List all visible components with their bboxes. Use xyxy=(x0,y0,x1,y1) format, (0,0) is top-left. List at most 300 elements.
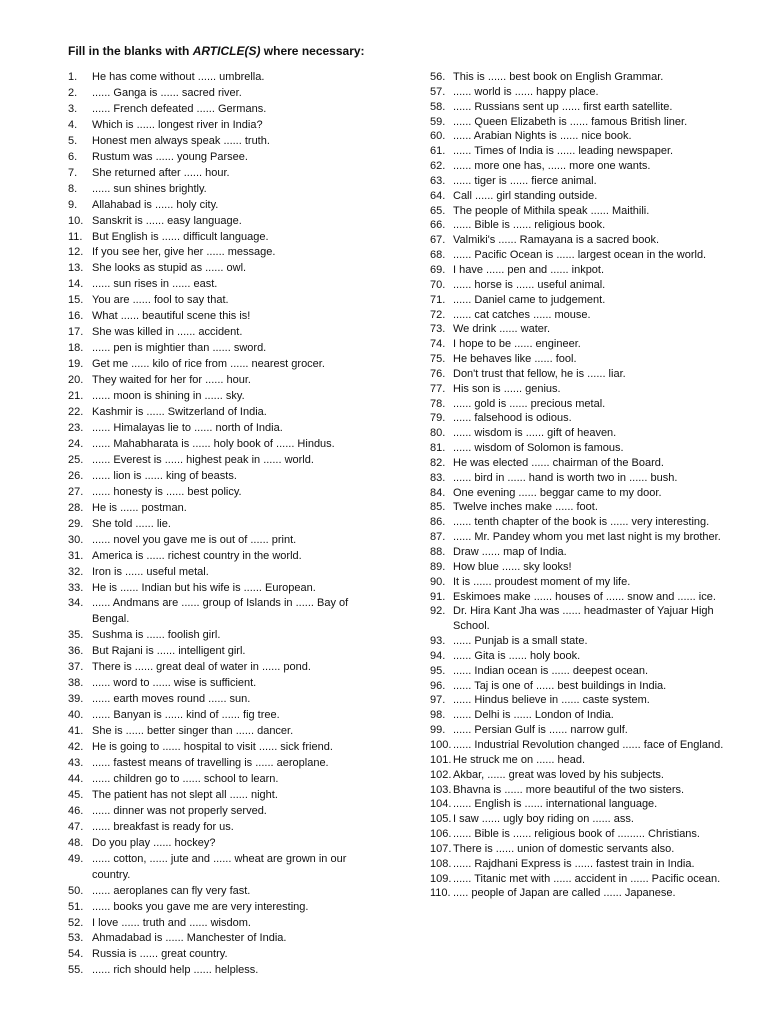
question-number: 20. xyxy=(68,374,84,387)
question-item xyxy=(430,812,730,827)
question-number: 65. xyxy=(430,204,446,217)
question-item xyxy=(68,70,378,86)
question-number: 78. xyxy=(430,397,446,410)
question-text: How blue ...... sky looks! xyxy=(453,560,572,573)
question-number: 57. xyxy=(430,85,446,98)
question-item xyxy=(430,85,730,100)
question-number: 99. xyxy=(430,724,446,737)
question-item xyxy=(430,500,730,515)
question-number: 4. xyxy=(68,118,78,131)
question-number: 48. xyxy=(68,836,84,849)
question-number: 28. xyxy=(68,501,84,514)
question-number: 45. xyxy=(68,788,84,801)
question-number: 3. xyxy=(68,102,78,115)
heading-prefix: Fill in the blanks with xyxy=(68,44,193,58)
question-item xyxy=(68,150,378,166)
question-text: ...... Gita is ...... holy book. xyxy=(453,649,581,662)
question-text: ...... Arabian Nights is ...... nice book. xyxy=(453,130,632,143)
question-text: ...... world is ...... happy place. xyxy=(453,85,599,98)
question-text: Valmiki's ...... Ramayana is a sacred book. xyxy=(453,234,660,247)
question-text: Draw ...... map of India. xyxy=(453,546,567,558)
question-number: 61. xyxy=(430,145,446,158)
question-text: Don't trust that fellow, he is ...... liar. xyxy=(453,367,626,380)
question-number: 95. xyxy=(430,664,446,677)
question-text: ...... dinner was not properly served. xyxy=(92,804,267,817)
question-item xyxy=(430,857,730,872)
question-number: 73. xyxy=(430,323,446,336)
question-text: She returned after ...... hour. xyxy=(92,166,230,179)
question-number: 31. xyxy=(68,549,84,562)
question-item xyxy=(68,660,378,676)
question-number: 47. xyxy=(68,820,84,833)
question-number: 72. xyxy=(430,308,446,321)
question-number: 71. xyxy=(430,293,446,306)
question-item xyxy=(430,204,730,219)
question-item xyxy=(430,426,730,441)
question-text: Honest men always speak ...... truth. xyxy=(92,134,270,147)
question-item xyxy=(430,248,730,263)
question-text: ...... Mr. Pandey whom you met last night is my brother. xyxy=(453,531,721,544)
question-number: 85. xyxy=(430,501,446,514)
question-number: 37. xyxy=(68,661,84,674)
question-text: ...... Pacific Ocean is ...... largest ocean in the world. xyxy=(453,249,707,262)
question-number: 10. xyxy=(68,214,84,227)
question-item xyxy=(68,389,378,405)
question-text: ...... word to ...... wise is sufficient. xyxy=(92,677,257,690)
question-text: ...... children go to ...... school to learn. xyxy=(92,772,279,785)
question-item xyxy=(68,533,378,549)
question-text: ...... Delhi is ...... London of India. xyxy=(453,709,614,722)
question-number: 69. xyxy=(430,263,446,276)
question-number: 86. xyxy=(430,516,446,529)
question-number: 33. xyxy=(68,581,84,594)
question-text: ...... aeroplanes can fly very fast. xyxy=(92,884,251,897)
question-item xyxy=(68,485,378,501)
question-text: ...... falsehood is odious. xyxy=(453,412,572,425)
question-text: Rustum was ...... young Parsee. xyxy=(92,150,248,163)
question-item xyxy=(430,159,730,174)
question-number: 66. xyxy=(430,219,446,232)
question-text: ...... Taj is one of ...... best buildings in India. xyxy=(453,679,667,692)
question-text: Sanskrit is ...... easy language. xyxy=(92,214,242,227)
question-number: 81. xyxy=(430,442,446,455)
question-item xyxy=(68,724,378,740)
question-number: 21. xyxy=(68,390,84,403)
question-number: 6. xyxy=(68,150,78,163)
question-item xyxy=(68,931,378,947)
question-text: ...... Rajdhani Express is ...... fastest train in India. xyxy=(453,857,695,870)
question-text: ...... tenth chapter of the book is ...... very interesting. xyxy=(453,516,710,529)
question-number: 87. xyxy=(430,531,446,544)
question-item xyxy=(430,100,730,115)
question-item xyxy=(430,708,730,723)
question-item xyxy=(68,644,378,660)
question-number: 80. xyxy=(430,427,446,440)
question-number: 39. xyxy=(68,693,84,706)
question-item xyxy=(68,86,378,102)
question-item xyxy=(430,352,730,367)
question-text: One evening ...... beggar came to my door. xyxy=(453,486,662,499)
question-item xyxy=(430,634,730,649)
question-text: He has come without ...... umbrella. xyxy=(92,71,265,83)
question-number: 109. xyxy=(430,872,452,885)
question-text: ...... novel you gave me is out of ...... print. xyxy=(92,533,297,546)
question-number: 27. xyxy=(68,485,84,498)
question-number: 67. xyxy=(430,234,446,247)
question-number: 41. xyxy=(68,725,84,738)
question-item xyxy=(68,357,378,373)
question-text: I saw ...... ugly boy riding on ...... ass. xyxy=(453,813,634,826)
question-number: 9. xyxy=(68,198,78,211)
question-text: The people of Mithila speak ...... Maithili. xyxy=(453,204,650,217)
question-text: Which is ...... longest river in India? xyxy=(92,118,263,131)
question-number: 54. xyxy=(68,948,84,961)
question-text: ...... horse is ...... useful animal. xyxy=(453,278,606,291)
question-number: 36. xyxy=(68,645,84,658)
question-item xyxy=(430,322,730,337)
question-number: 108. xyxy=(430,857,452,870)
question-item xyxy=(430,753,730,768)
question-text: Dr. Hira Kant Jha was ...... headmaster of Yajuar High School. xyxy=(453,605,714,633)
question-item xyxy=(430,842,730,857)
question-text: ...... Daniel came to judgement. xyxy=(453,293,606,306)
question-number: 51. xyxy=(68,900,84,913)
question-item xyxy=(430,693,730,708)
question-text: ...... fastest means of travelling is ...... aeroplane. xyxy=(92,756,329,769)
question-item xyxy=(68,118,378,134)
question-number: 75. xyxy=(430,353,446,366)
question-number: 88. xyxy=(430,546,446,558)
question-text: If you see her, give her ...... message. xyxy=(92,246,276,259)
question-item xyxy=(68,277,378,293)
question-number: 89. xyxy=(430,560,446,573)
question-text: He was elected ...... chairman of the Board. xyxy=(453,456,664,469)
question-list-right xyxy=(430,70,730,901)
question-number: 25. xyxy=(68,453,84,466)
question-text: ...... earth moves round ...... sun. xyxy=(92,693,251,706)
question-item xyxy=(430,590,730,605)
question-text: ...... sun shines brightly. xyxy=(92,182,207,195)
question-text: ...... tiger is ...... fierce animal. xyxy=(453,174,597,187)
question-text: Do you play ...... hockey? xyxy=(92,836,216,849)
question-item xyxy=(430,797,730,812)
question-text: ...... cat catches ...... mouse. xyxy=(453,308,591,321)
question-number: 42. xyxy=(68,741,84,754)
question-item xyxy=(430,174,730,189)
question-item xyxy=(430,70,730,85)
question-number: 82. xyxy=(430,456,446,469)
question-item xyxy=(68,166,378,182)
question-item xyxy=(68,884,378,900)
question-text: ...... rich should help ...... helpless. xyxy=(92,964,259,977)
question-item xyxy=(430,486,730,501)
question-text: Ahmadabad is ...... Manchester of India. xyxy=(92,932,287,945)
question-number: 70. xyxy=(430,278,446,291)
question-number: 100. xyxy=(430,738,452,751)
question-item xyxy=(430,827,730,842)
question-item xyxy=(430,456,730,471)
question-item xyxy=(68,708,378,724)
question-number: 26. xyxy=(68,469,84,482)
question-text: ...... sun rises in ...... east. xyxy=(92,278,218,291)
question-text: Get me ...... kilo of rice from ...... nearest grocer. xyxy=(92,358,325,371)
question-number: 56. xyxy=(430,71,446,83)
question-number: 84. xyxy=(430,486,446,499)
question-text: She looks as stupid as ...... owl. xyxy=(92,262,247,275)
question-item xyxy=(68,469,378,485)
question-text: Call ...... girl standing outside. xyxy=(453,189,598,202)
question-number: 102. xyxy=(430,768,452,781)
question-number: 43. xyxy=(68,756,84,769)
question-item xyxy=(68,581,378,597)
question-item xyxy=(68,293,378,309)
question-item xyxy=(430,723,730,738)
question-text: Kashmir is ...... Switzerland of India. xyxy=(92,406,267,419)
question-item xyxy=(430,278,730,293)
question-text: Russia is ...... great country. xyxy=(92,948,228,961)
question-number: 83. xyxy=(430,471,446,484)
question-text: It is ...... proudest moment of my life. xyxy=(453,575,631,588)
question-item xyxy=(68,596,378,628)
question-item xyxy=(430,337,730,352)
question-text: There is ...... great deal of water in ...... pond. xyxy=(92,661,311,674)
question-item xyxy=(68,230,378,246)
question-number: 40. xyxy=(68,709,84,722)
question-item xyxy=(68,900,378,916)
question-item xyxy=(430,545,730,560)
question-text: ...... Times of India is ...... leading newspaper. xyxy=(453,145,674,158)
question-item xyxy=(68,852,378,884)
question-item xyxy=(430,233,730,248)
question-text: ...... Persian Gulf is ...... narrow gulf. xyxy=(453,724,628,737)
question-item xyxy=(430,367,730,382)
question-number: 55. xyxy=(68,964,84,977)
question-text: ...... Titanic met with ...... accident in ...... Pacific ocean. xyxy=(453,872,721,885)
question-text: ...... cotton, ...... jute and ...... wheat are grown in our country. xyxy=(92,852,347,881)
question-number: 68. xyxy=(430,249,446,262)
question-text: Twelve inches make ...... foot. xyxy=(453,501,598,514)
question-number: 11. xyxy=(68,230,83,243)
question-item xyxy=(68,772,378,788)
question-number: 76. xyxy=(430,367,446,380)
question-text: You are ...... fool to say that. xyxy=(92,294,229,307)
question-item xyxy=(68,740,378,756)
question-text: ...... wisdom is ...... gift of heaven. xyxy=(453,427,617,440)
question-number: 105. xyxy=(430,813,452,826)
question-text: America is ...... richest country in the world. xyxy=(92,549,302,562)
question-item xyxy=(68,373,378,389)
question-item xyxy=(68,437,378,453)
question-item xyxy=(430,530,730,545)
question-text: ...... Banyan is ...... kind of ...... fig tree. xyxy=(92,709,280,722)
question-text: He struck me on ...... head. xyxy=(453,753,586,766)
question-list-left xyxy=(68,70,378,979)
question-item xyxy=(68,804,378,820)
question-number: 46. xyxy=(68,804,84,817)
question-item xyxy=(430,263,730,278)
question-item xyxy=(430,768,730,783)
question-text: I hope to be ...... engineer. xyxy=(453,338,581,351)
question-item xyxy=(68,102,378,118)
question-number: 94. xyxy=(430,649,446,662)
question-text: Bhavna is ...... more beautiful of the two sisters. xyxy=(453,783,685,796)
question-number: 18. xyxy=(68,342,84,355)
question-item xyxy=(68,836,378,852)
question-number: 91. xyxy=(430,590,446,603)
question-text: There is ...... union of domestic servants also. xyxy=(453,842,675,855)
question-text: His son is ...... genius. xyxy=(453,382,561,395)
question-number: 93. xyxy=(430,635,446,648)
question-number: 106. xyxy=(430,828,452,841)
question-item xyxy=(68,565,378,581)
question-item xyxy=(430,560,730,575)
question-item xyxy=(68,325,378,341)
question-item xyxy=(430,649,730,664)
question-text: ...... Punjab is a small state. xyxy=(453,635,588,648)
question-number: 23. xyxy=(68,421,84,434)
question-item xyxy=(68,549,378,565)
question-number: 64. xyxy=(430,189,446,202)
question-number: 8. xyxy=(68,182,78,195)
question-number: 13. xyxy=(68,262,84,275)
question-text: We drink ...... water. xyxy=(453,323,550,336)
question-number: 98. xyxy=(430,709,446,722)
question-text: ...... Industrial Revolution changed ...... face of England. xyxy=(453,738,724,751)
question-number: 50. xyxy=(68,884,84,897)
question-text: ...... Bible is ...... religious book of ......... Christians. xyxy=(453,828,700,841)
question-item xyxy=(68,198,378,214)
question-text: ...... Indian ocean is ...... deepest ocean. xyxy=(453,664,649,677)
question-text: But English is ...... difficult language. xyxy=(92,230,269,243)
question-number: 97. xyxy=(430,694,446,707)
question-item xyxy=(430,293,730,308)
question-number: 62. xyxy=(430,160,446,173)
question-text: ...... Ganga is ...... sacred river. xyxy=(92,86,242,99)
question-item xyxy=(430,411,730,426)
question-item xyxy=(68,788,378,804)
question-item xyxy=(68,628,378,644)
question-number: 1. xyxy=(68,71,78,83)
question-item xyxy=(68,405,378,421)
question-number: 16. xyxy=(68,310,84,323)
question-number: 49. xyxy=(68,852,84,865)
question-number: 5. xyxy=(68,134,78,147)
question-text: ...... moon is shining in ...... sky. xyxy=(92,390,245,403)
question-text: Sushma is ...... foolish girl. xyxy=(92,629,221,642)
question-number: 2. xyxy=(68,86,78,99)
question-item xyxy=(68,501,378,517)
question-number: 19. xyxy=(68,358,84,371)
question-item xyxy=(430,679,730,694)
question-text: I have ...... pen and ...... inkpot. xyxy=(453,263,605,276)
question-number: 74. xyxy=(430,338,446,351)
question-number: 58. xyxy=(430,100,446,113)
question-text: ...... gold is ...... precious metal. xyxy=(453,397,606,410)
question-number: 24. xyxy=(68,437,84,450)
question-number: 32. xyxy=(68,565,84,578)
question-text: ...... breakfast is ready for us. xyxy=(92,820,234,833)
question-text: ...... pen is mightier than ...... sword. xyxy=(92,342,267,355)
question-item xyxy=(430,783,730,798)
question-text: ...... Everest is ...... highest peak in ...... world. xyxy=(92,453,314,466)
question-text: He behaves like ...... fool. xyxy=(453,353,577,366)
worksheet-heading xyxy=(68,44,365,58)
heading-emphasis: ARTICLE(S) xyxy=(192,44,261,58)
question-text: He is going to ...... hospital to visit ...... sick friend. xyxy=(92,741,333,754)
question-text: What ...... beautiful scene this is! xyxy=(92,310,251,323)
question-item xyxy=(68,182,378,198)
question-number: 59. xyxy=(430,115,446,128)
question-number: 12. xyxy=(68,246,84,259)
question-number: 92. xyxy=(430,605,446,618)
question-number: 96. xyxy=(430,679,446,692)
question-item xyxy=(430,738,730,753)
question-text: ...... lion is ...... king of beasts. xyxy=(92,469,237,482)
question-item xyxy=(68,820,378,836)
question-item xyxy=(430,189,730,204)
question-item xyxy=(68,309,378,325)
question-number: 53. xyxy=(68,932,84,945)
question-text: ...... Mahabharata is ...... holy book of ...... Hindus. xyxy=(92,437,335,450)
question-text: ...... more one has, ...... more one wants. xyxy=(453,160,651,173)
question-text: She is ...... better singer than ...... dancer. xyxy=(92,725,294,738)
question-item xyxy=(68,245,378,261)
question-item xyxy=(430,382,730,397)
question-text: ...... English is ...... international language. xyxy=(453,798,658,811)
question-item xyxy=(68,947,378,963)
question-text: But Rajani is ...... intelligent girl. xyxy=(92,645,246,658)
question-item xyxy=(430,441,730,456)
question-number: 101. xyxy=(430,753,452,766)
question-item xyxy=(430,471,730,486)
question-number: 17. xyxy=(68,326,84,339)
question-text: I love ...... truth and ...... wisdom. xyxy=(92,916,251,929)
question-text: Eskimoes make ...... houses of ...... snow and ...... ice. xyxy=(453,590,716,603)
question-item xyxy=(68,261,378,277)
question-item xyxy=(430,115,730,130)
question-item xyxy=(68,214,378,230)
question-item xyxy=(68,453,378,469)
question-text: The patient has not slept all ...... night. xyxy=(92,788,278,801)
question-item xyxy=(430,308,730,323)
question-item xyxy=(68,341,378,357)
question-item xyxy=(430,129,730,144)
question-item xyxy=(430,144,730,159)
question-text: She was killed in ...... accident. xyxy=(92,326,243,339)
question-number: 104. xyxy=(430,798,452,811)
question-text: ...... books you gave me are very interesting. xyxy=(92,900,309,913)
question-text: ...... French defeated ...... Germans. xyxy=(92,102,267,115)
question-number: 63. xyxy=(430,174,446,187)
question-text: He is ...... postman. xyxy=(92,501,187,514)
question-item xyxy=(68,134,378,150)
question-number: 15. xyxy=(68,294,84,307)
question-text: ...... Andmans are ...... group of Islands in ...... Bay of Bengal. xyxy=(92,597,349,626)
question-number: 35. xyxy=(68,629,84,642)
question-item xyxy=(68,916,378,932)
question-item xyxy=(68,517,378,533)
question-number: 107. xyxy=(430,842,452,855)
question-text: Akbar, ...... great was loved by his subjects. xyxy=(453,768,664,781)
question-item xyxy=(430,218,730,233)
question-item xyxy=(68,421,378,437)
question-item xyxy=(430,886,730,901)
question-number: 7. xyxy=(68,166,78,179)
question-text: They waited for her for ...... hour. xyxy=(92,374,251,387)
question-text: Iron is ...... useful metal. xyxy=(92,565,209,578)
question-number: 44. xyxy=(68,772,84,785)
heading-suffix: where necessary: xyxy=(260,44,365,58)
